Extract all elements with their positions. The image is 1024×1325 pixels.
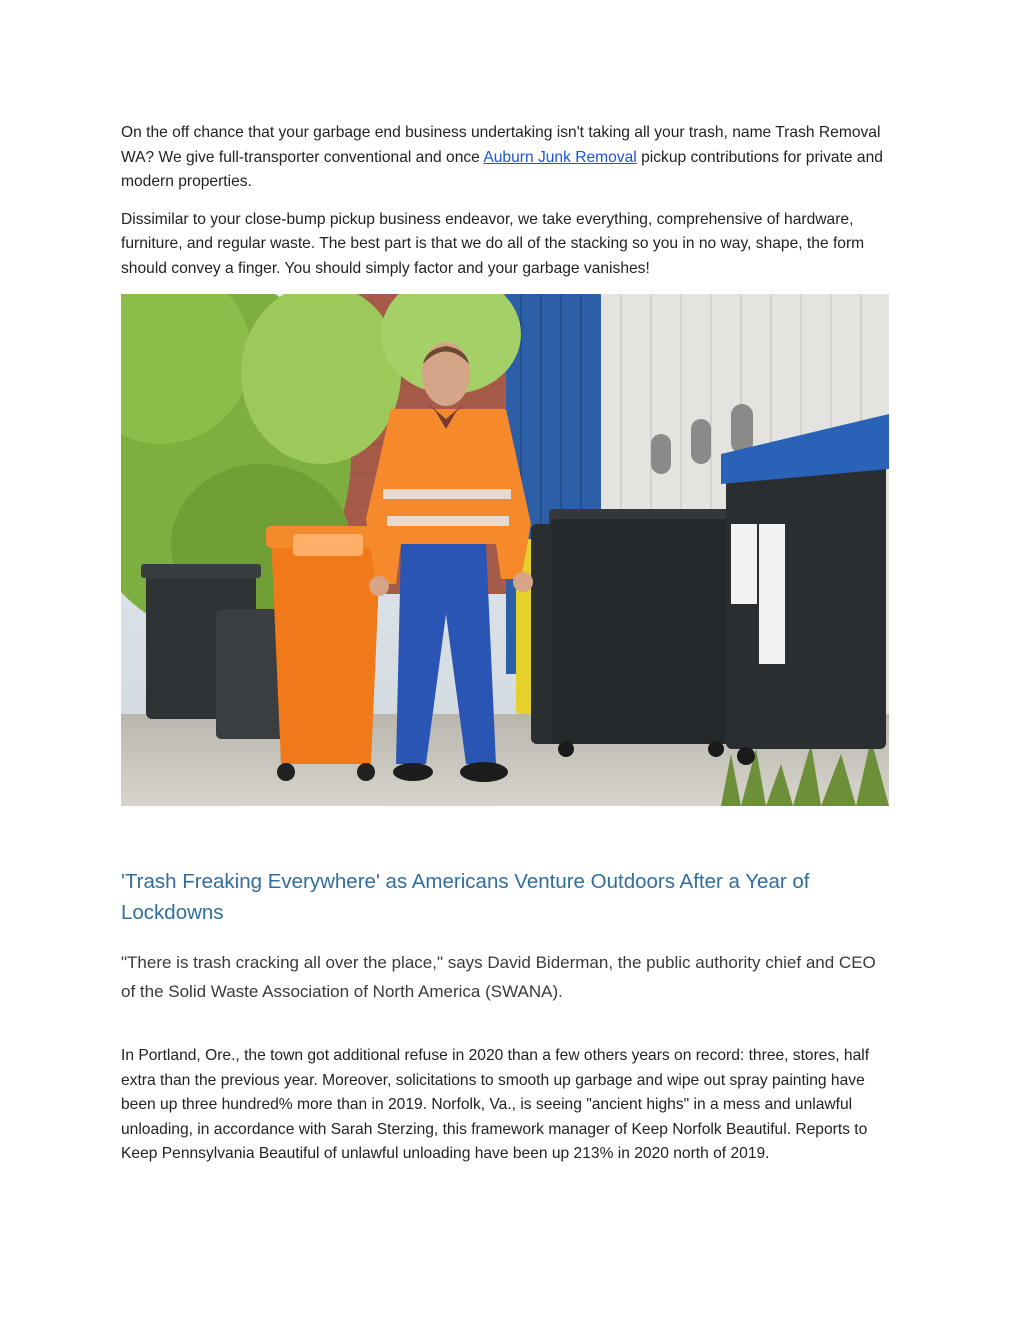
article-quote: "There is trash cracking all over the place," says David Biderman, the public authority chief and CEO of the Solid Waste Association of North America (SWANA). xyxy=(121,953,876,1001)
document-content xyxy=(121,121,893,1180)
intro-text-start: On the off chance that your garbage end business undertaking isn't taking all your trash, name Trash Removal WA? We give full-transporter conventional and once xyxy=(121,124,881,166)
auburn-junk-removal-link[interactable]: Auburn Junk Removal xyxy=(483,148,637,166)
intro-text-end: pickup contributions for private and modern properties. xyxy=(121,148,883,190)
second-paragraph: Dissimilar to your close-bump pickup business endeavor, we take everything, comprehensive of hardware, furniture, and regular waste. The best part is that we do all of the stacking so you in no way, shape, the form should convey a finger. You should simply factor and your garbage vanishes! xyxy=(121,210,865,277)
article-heading: 'Trash Freaking Everywhere' as Americans Venture Outdoors After a Year of Lockdowns xyxy=(121,870,810,924)
intro-paragraph xyxy=(121,121,893,195)
photo-worker-with-bins xyxy=(121,294,889,806)
article-body-paragraph: In Portland, Ore., the town got additional refuse in 2020 than a few others years on record: three, stores, half extra than the previous year. Moreover, solicitations to smooth up garbage and wipe out spray painting have been up three hundred% more than in 2019. Norfolk, Va., is seeing "ancient highs" in a mess and unlawful unloading, in accordance with Sarah Sterzing, this framework manager of Keep Norfolk Beautiful. Reports to Keep Pennsylvania Beautiful of unlawful unloading have been up 213% in 2020 north of 2019. xyxy=(121,1047,870,1162)
